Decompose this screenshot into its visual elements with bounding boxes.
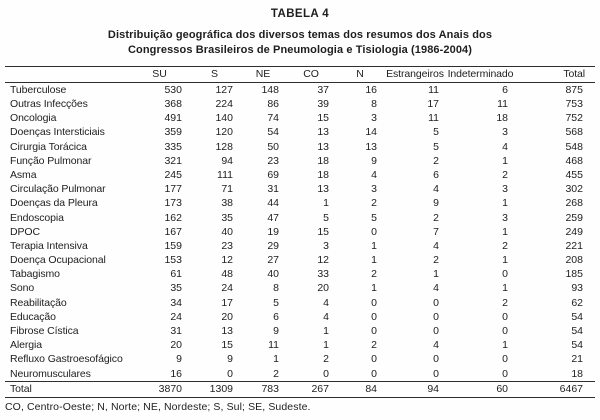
cell-value: 0 <box>502 325 508 338</box>
table-row <box>5 126 595 140</box>
cell-value: 38 <box>221 197 233 210</box>
cell-value: 0 <box>227 367 233 380</box>
table-row <box>5 154 595 168</box>
table-row <box>5 83 595 98</box>
col-header-total: Total <box>515 67 595 83</box>
cell-value: 153 <box>164 254 182 267</box>
table-total-row <box>5 381 595 397</box>
cell-value: 11 <box>428 112 439 125</box>
cell-value: 5 <box>273 296 279 309</box>
cell-value: 0 <box>433 325 439 338</box>
cell-value: 11 <box>268 339 279 352</box>
cell-value: 0 <box>502 367 508 380</box>
cell-value: 1 <box>323 339 329 352</box>
cell-value: 6 <box>502 83 508 96</box>
table-row <box>5 310 595 324</box>
table-row <box>5 168 595 182</box>
cell-value: 249 <box>565 225 583 238</box>
cell-value: 5 <box>433 126 439 139</box>
cell-value: 93 <box>571 282 583 295</box>
cell-value: 34 <box>170 296 182 309</box>
row-label: Fibrose Cística <box>10 325 79 338</box>
cell-value: 4 <box>502 140 508 153</box>
cell-value: 14 <box>365 126 377 139</box>
cell-value: 84 <box>336 381 384 397</box>
cell-value: 27 <box>267 254 279 267</box>
table-row <box>5 353 595 367</box>
cell-value: 94 <box>384 381 446 397</box>
cell-value: 1 <box>502 197 508 210</box>
cell-value: 40 <box>267 268 279 281</box>
table-row <box>5 197 595 211</box>
row-label: Asma <box>10 168 37 181</box>
cell-value: 12 <box>221 254 233 267</box>
cell-value: 16 <box>365 83 377 96</box>
table-row <box>5 239 595 253</box>
cell-value: 3870 <box>130 381 189 397</box>
cell-value: 1 <box>502 254 508 267</box>
cell-value: 13 <box>317 140 329 153</box>
cell-value: 18 <box>317 154 329 167</box>
row-label: Sono <box>10 282 35 295</box>
row-label: Refluxo Gastroesofágico <box>10 353 123 366</box>
cell-value: 2 <box>371 339 377 352</box>
cell-value: 2 <box>371 268 377 281</box>
cell-value: 35 <box>221 211 233 224</box>
cell-value: 24 <box>221 282 233 295</box>
cell-value: 259 <box>565 211 583 224</box>
cell-value: 1 <box>502 154 508 167</box>
cell-value: 11 <box>497 98 508 111</box>
row-label: Doenças da Pleura <box>10 197 98 210</box>
cell-value: 875 <box>565 83 583 96</box>
cell-value: 61 <box>170 268 182 281</box>
col-header-s: S <box>189 67 240 83</box>
cell-value: 9 <box>176 353 182 366</box>
cell-value: 7 <box>433 225 439 238</box>
cell-value: 245 <box>164 168 182 181</box>
table-row <box>5 267 595 281</box>
row-label: Oncologia <box>10 112 57 125</box>
cell-value: 29 <box>267 239 279 252</box>
cell-value: 20 <box>170 339 182 352</box>
cell-value: 208 <box>565 254 583 267</box>
cell-value: 468 <box>565 154 583 167</box>
row-label: Doença Ocupacional <box>10 254 106 267</box>
cell-value: 185 <box>565 268 583 281</box>
cell-value: 23 <box>221 239 233 252</box>
cell-value: 0 <box>323 367 329 380</box>
cell-value: 40 <box>221 225 233 238</box>
table-row <box>5 296 595 310</box>
cell-value: 18 <box>496 112 508 125</box>
cell-value: 0 <box>502 353 508 366</box>
row-label: Total <box>5 381 130 397</box>
cell-value: 4 <box>323 296 329 309</box>
cell-value: 2 <box>502 168 508 181</box>
table-row <box>5 338 595 352</box>
cell-value: 17 <box>427 98 439 111</box>
cell-value: 2 <box>502 296 508 309</box>
cell-value: 0 <box>371 296 377 309</box>
cell-value: 50 <box>267 140 279 153</box>
col-header-ne: NE <box>240 67 286 83</box>
cell-value: 162 <box>164 211 182 224</box>
cell-value: 127 <box>215 83 233 96</box>
cell-value: 221 <box>565 239 583 252</box>
cell-value: 31 <box>267 183 279 196</box>
cell-value: 13 <box>221 325 233 338</box>
col-header-n: N <box>336 67 384 83</box>
cell-value: 15 <box>317 112 329 125</box>
cell-value: 74 <box>267 112 279 125</box>
cell-value: 120 <box>215 126 233 139</box>
cell-value: 18 <box>317 168 329 181</box>
row-label: Doenças Intersticiais <box>10 126 105 139</box>
table-header <box>5 67 595 83</box>
cell-value: 60 <box>446 381 515 397</box>
cell-value: 128 <box>215 140 233 153</box>
cell-value: 13 <box>365 140 377 153</box>
cell-value: 148 <box>261 83 279 96</box>
cell-value: 31 <box>170 325 182 338</box>
cell-value: 173 <box>164 197 182 210</box>
cell-value: 1 <box>273 353 279 366</box>
cell-value: 1 <box>502 282 508 295</box>
cell-value: 13 <box>317 183 329 196</box>
col-header-theme <box>5 67 130 83</box>
col-header-co: CO <box>286 67 336 83</box>
cell-value: 39 <box>317 98 329 111</box>
cell-value: 37 <box>317 83 329 96</box>
cell-value: 9 <box>433 197 439 210</box>
cell-value: 1 <box>371 254 377 267</box>
row-label: Cirurgia Torácica <box>10 140 87 153</box>
cell-value: 267 <box>286 381 336 397</box>
row-label: Função Pulmonar <box>10 154 92 167</box>
cell-value: 335 <box>164 140 182 153</box>
cell-value: 530 <box>164 83 182 96</box>
col-header-indeterminado: Indeterminado <box>446 67 515 83</box>
cell-value: 86 <box>267 98 279 111</box>
cell-value: 3 <box>502 126 508 139</box>
cell-value: 4 <box>323 310 329 323</box>
table-row <box>5 225 595 239</box>
cell-value: 13 <box>317 126 329 139</box>
cell-value: 2 <box>433 154 439 167</box>
cell-value: 12 <box>317 254 329 267</box>
row-label: Outras Infecções <box>10 98 88 111</box>
cell-value: 783 <box>240 381 286 397</box>
row-label: Tabagismo <box>10 268 60 281</box>
cell-value: 3 <box>371 183 377 196</box>
row-label: Terapia Intensiva <box>10 239 88 252</box>
col-header-estrangeiros: Estrangeiros <box>384 67 446 83</box>
table-footnote: CO, Centro-Oeste; N, Norte; NE, Nordeste; S, Sul; SE, Sudeste. <box>5 400 311 413</box>
table-label: TABELA 4 <box>270 8 330 20</box>
cell-value: 54 <box>571 339 583 352</box>
cell-value: 0 <box>502 268 508 281</box>
cell-value: 1 <box>371 239 377 252</box>
table-row <box>5 182 595 196</box>
col-header-su: SU <box>130 67 189 83</box>
row-label: Alergia <box>10 339 42 352</box>
cell-value: 5 <box>323 211 329 224</box>
cell-value: 159 <box>164 239 182 252</box>
table-row <box>5 282 595 296</box>
cell-value: 140 <box>215 112 233 125</box>
cell-value: 0 <box>502 310 508 323</box>
cell-value: 20 <box>317 282 329 295</box>
cell-value: 2 <box>433 211 439 224</box>
cell-value: 111 <box>217 168 233 181</box>
cell-value: 18 <box>571 367 583 380</box>
cell-value: 69 <box>267 168 279 181</box>
table-row <box>5 253 595 267</box>
cell-value: 21 <box>571 353 583 366</box>
cell-value: 6 <box>433 168 439 181</box>
cell-value: 1 <box>502 225 508 238</box>
cell-value: 359 <box>164 126 182 139</box>
cell-value: 0 <box>371 325 377 338</box>
cell-value: 35 <box>170 282 182 295</box>
cell-value: 15 <box>317 225 329 238</box>
cell-value: 3 <box>502 183 508 196</box>
cell-value: 0 <box>371 310 377 323</box>
table-title-line-2: Congressos Brasileiros de Pneumologia e Tisiologia (1986-2004) <box>127 44 473 56</box>
cell-value: 491 <box>164 112 182 125</box>
cell-value: 54 <box>267 126 279 139</box>
cell-value: 4 <box>433 282 439 295</box>
cell-value: 54 <box>571 325 583 338</box>
cell-value: 4 <box>433 239 439 252</box>
cell-value: 4 <box>371 168 377 181</box>
cell-value: 6467 <box>515 381 595 397</box>
cell-value: 568 <box>565 126 583 139</box>
cell-value: 4 <box>433 339 439 352</box>
cell-value: 17 <box>221 296 233 309</box>
table-row <box>5 211 595 225</box>
cell-value: 62 <box>571 296 583 309</box>
cell-value: 16 <box>170 367 182 380</box>
table-row <box>5 111 595 125</box>
cell-value: 8 <box>273 282 279 295</box>
cell-value: 1 <box>433 268 439 281</box>
cell-value: 0 <box>433 296 439 309</box>
cell-value: 753 <box>565 98 583 111</box>
cell-value: 0 <box>433 310 439 323</box>
cell-value: 167 <box>164 225 182 238</box>
table-body <box>5 83 595 382</box>
cell-value: 2 <box>323 353 329 366</box>
cell-value: 0 <box>433 367 439 380</box>
row-label: Reabilitação <box>10 296 67 309</box>
cell-value: 47 <box>267 211 279 224</box>
cell-value: 6 <box>273 310 279 323</box>
cell-value: 9 <box>371 154 377 167</box>
cell-value: 1309 <box>189 381 240 397</box>
cell-value: 24 <box>170 310 182 323</box>
table-title-line-1: Distribuição geográfica dos diversos temas dos resumos dos Anais dos <box>107 29 493 41</box>
cell-value: 5 <box>371 211 377 224</box>
table-title <box>0 28 600 58</box>
table-row <box>5 324 595 338</box>
cell-value: 54 <box>571 310 583 323</box>
data-table <box>5 66 595 398</box>
table-row <box>5 367 595 382</box>
cell-value: 224 <box>215 98 233 111</box>
cell-value: 548 <box>565 140 583 153</box>
row-label: Tuberculose <box>10 83 67 96</box>
cell-value: 2 <box>502 239 508 252</box>
cell-value: 0 <box>371 225 377 238</box>
cell-value: 9 <box>273 325 279 338</box>
cell-value: 368 <box>164 98 182 111</box>
row-label: DPOC <box>10 225 40 238</box>
cell-value: 3 <box>502 211 508 224</box>
cell-value: 19 <box>267 225 279 238</box>
row-label: Endoscopia <box>10 211 64 224</box>
cell-value: 1 <box>323 325 329 338</box>
cell-value: 15 <box>221 339 233 352</box>
cell-value: 71 <box>221 183 233 196</box>
cell-value: 455 <box>565 168 583 181</box>
cell-value: 752 <box>565 112 583 125</box>
cell-value: 4 <box>433 183 439 196</box>
cell-value: 321 <box>164 154 182 167</box>
cell-value: 20 <box>221 310 233 323</box>
row-label: Circulação Pulmonar <box>10 183 106 196</box>
cell-value: 11 <box>428 83 439 96</box>
cell-value: 94 <box>221 154 233 167</box>
cell-value: 2 <box>273 367 279 380</box>
cell-value: 268 <box>565 197 583 210</box>
cell-value: 23 <box>267 154 279 167</box>
cell-value: 5 <box>433 140 439 153</box>
row-label: Neuromusculares <box>10 367 91 380</box>
cell-value: 0 <box>433 353 439 366</box>
cell-value: 2 <box>371 197 377 210</box>
cell-value: 1 <box>371 282 377 295</box>
cell-value: 0 <box>371 367 377 380</box>
cell-value: 177 <box>164 183 182 196</box>
cell-value: 1 <box>323 197 329 210</box>
row-label: Educação <box>10 310 56 323</box>
cell-value: 48 <box>221 268 233 281</box>
cell-value: 1 <box>502 339 508 352</box>
cell-value: 3 <box>323 239 329 252</box>
table-row <box>5 97 595 111</box>
cell-value: 0 <box>371 353 377 366</box>
cell-value: 9 <box>227 353 233 366</box>
cell-value: 3 <box>371 112 377 125</box>
cell-value: 8 <box>371 98 377 111</box>
table-total-section <box>5 381 595 397</box>
table-row <box>5 140 595 154</box>
cell-value: 302 <box>565 183 583 196</box>
table-header-row <box>5 67 595 83</box>
cell-value: 2 <box>433 254 439 267</box>
cell-value: 33 <box>317 268 329 281</box>
cell-value: 44 <box>267 197 279 210</box>
